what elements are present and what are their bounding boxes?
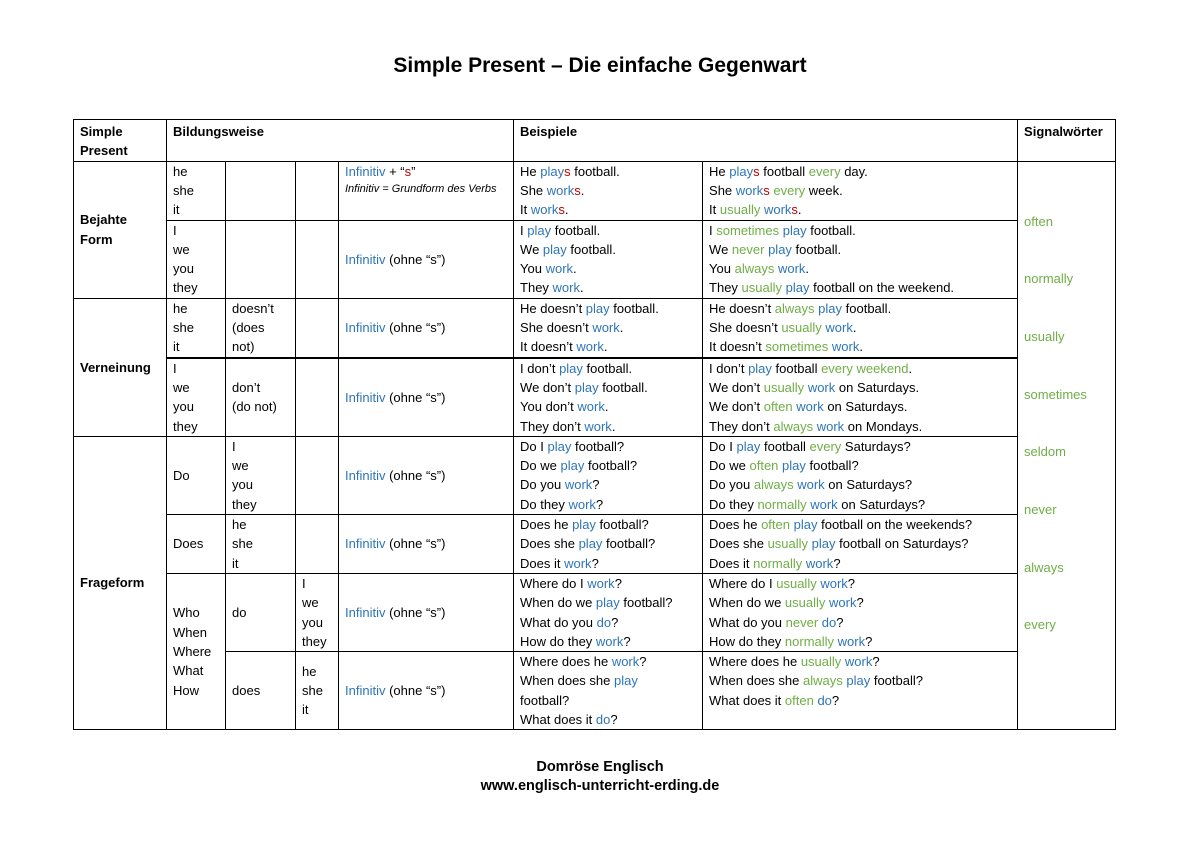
pronouns-plural: I we you they [296, 573, 339, 651]
question-words: Who When Where What How [167, 573, 226, 729]
formula-infinitiv-ohne-s: Infinitiv (ohne “s”) [339, 515, 514, 574]
example-cell: Where do I usually work? When do we usually work? What do you never do? How do they normally work? [703, 573, 1018, 651]
pronouns-plural: I we you they [226, 436, 296, 514]
signal-word: usually [1024, 328, 1065, 344]
example-cell: He plays football. She works. It works. [514, 161, 703, 220]
pronouns-third-person: he she it [167, 298, 226, 357]
signal-word: never [1024, 502, 1057, 518]
formula-infinitiv-s: Infinitiv + “s” Infinitiv = Grundform des Verbs [339, 161, 514, 220]
pronouns-plural: I we you they [167, 220, 226, 298]
formula-infinitiv-ohne-s: Infinitiv (ohne “s”) [339, 358, 514, 437]
example-cell: He doesn’t play football. She doesn’t work. It doesn’t work. [514, 298, 703, 357]
formula-infinitiv-ohne-s: Infinitiv (ohne “s”) [339, 436, 514, 514]
example-cell: I don’t play football every weekend. We don’t usually work on Saturdays. We don’t often work on Saturdays. They don’t always work on Mondays. [703, 358, 1018, 437]
example-cell: Does he play football? Does she play football? Does it work? [514, 515, 703, 574]
formula-infinitiv-ohne-s: Infinitiv (ohne “s”) [339, 652, 514, 730]
example-cell: Where does he work? When does she play football? What does it do? [514, 652, 703, 730]
example-cell: He doesn’t always play football. She doesn’t usually work. It doesn’t sometimes work. [703, 298, 1018, 357]
example-cell: I play football. We play football. You work. They work. [514, 220, 703, 298]
header-bildungsweise: Bildungsweise [167, 120, 514, 162]
signal-word: often [1024, 213, 1053, 229]
row-label-bejahte-form: Bejahte Form [74, 161, 167, 298]
aux-does-lower: does [226, 652, 296, 730]
pronouns-third-person: he she it [296, 652, 339, 730]
signal-word: sometimes [1024, 386, 1087, 402]
aux-does: Does [167, 515, 226, 574]
example-cell: Where do I work? When do we play football? What do you do? How do they work? [514, 573, 703, 651]
footer-url[interactable]: www.englisch-unterricht-erding.de [480, 778, 720, 794]
grammar-table [73, 119, 1116, 730]
signal-word: seldom [1024, 444, 1066, 460]
page-title: Simple Present – Die einfache Gegenwart [393, 54, 807, 77]
aux-doesnt: doesn’t (does not) [226, 298, 296, 357]
formula-infinitiv-ohne-s: Infinitiv (ohne “s”) [339, 573, 514, 651]
row-label-verneinung: Verneinung [74, 298, 167, 436]
signal-word: normally [1024, 271, 1074, 287]
example-cell: Where does he usually work? When does she always play football? What does it often do? [703, 652, 1018, 730]
row-label-frageform: Frageform [74, 436, 167, 729]
signal-word: always [1024, 559, 1064, 575]
example-cell: Do I play football every Saturdays? Do we often play football? Do you always work on Saturdays? Do they normally work on Saturdays? [703, 436, 1018, 514]
example-cell: Do I play football? Do we play football? Do you work? Do they work? [514, 436, 703, 514]
formula-infinitiv-ohne-s: Infinitiv (ohne “s”) [339, 298, 514, 357]
pronouns-third-person: he she it [167, 161, 226, 220]
formula-note: Infinitiv = Grundform des Verbs [345, 182, 497, 195]
example-cell: I sometimes play football. We never play football. You always work. They usually play football on the weekend. [703, 220, 1018, 298]
footer [0, 758, 1200, 796]
header-signalwoerter: Signalwörter [1018, 120, 1116, 162]
signal-word: every [1024, 617, 1056, 633]
pronouns-third-person: he she it [226, 515, 296, 574]
example-cell: Does he often play football on the weekends? Does she usually play football on Saturdays? Does it normally work? [703, 515, 1018, 574]
example-cell: He plays football every day. She works every week. It usually works. [703, 161, 1018, 220]
example-cell: I don’t play football. We don’t play football. You don’t work. They don’t work. [514, 358, 703, 437]
header-simple-present: Simple Present [74, 120, 167, 162]
aux-do-lower: do [226, 573, 296, 651]
aux-do: Do [167, 436, 226, 514]
footer-author: Domröse Englisch [536, 759, 664, 775]
pronouns-plural: I we you they [167, 358, 226, 437]
header-beispiele: Beispiele [514, 120, 1018, 162]
signal-words-column [1018, 161, 1116, 730]
aux-dont: don’t (do not) [226, 358, 296, 437]
formula-infinitiv-ohne-s: Infinitiv (ohne “s”) [339, 220, 514, 298]
